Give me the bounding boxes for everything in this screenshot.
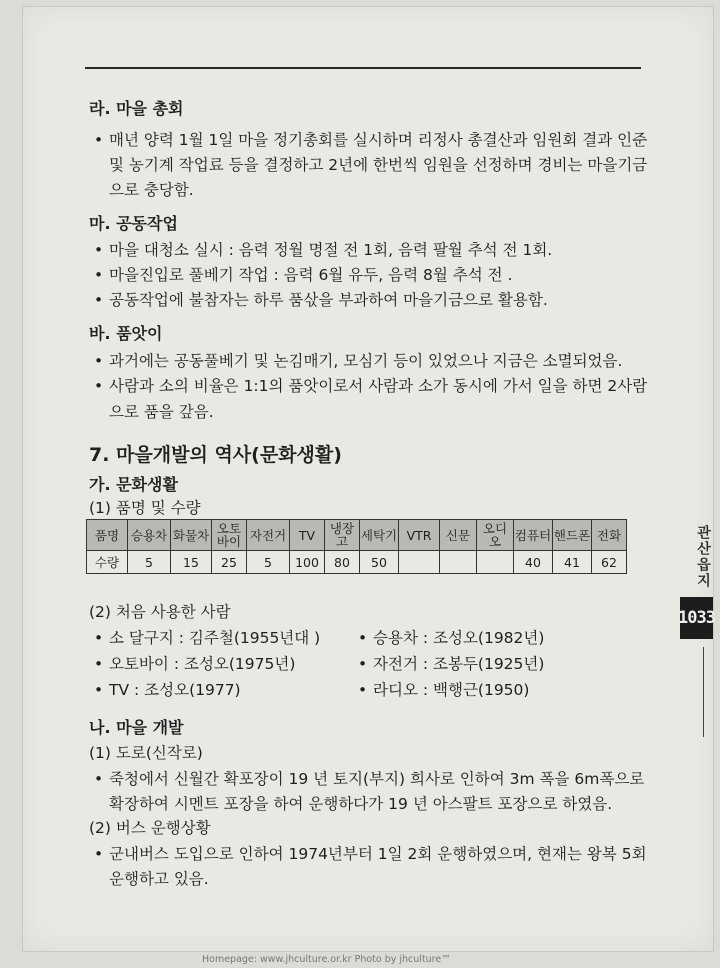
first-user-right-2: • 자전거 : 조봉두(1925년) xyxy=(373,654,544,674)
table-cell: 15 xyxy=(171,551,212,574)
table-cell: 25 xyxy=(212,551,247,574)
section-ma-title: 마. 공동작업 xyxy=(89,214,178,233)
first-user-left-3: • TV : 조성오(1977) xyxy=(109,680,241,700)
table-header-cell: 핸드폰 xyxy=(553,520,592,551)
top-rule xyxy=(85,67,641,69)
table-cell: 100 xyxy=(290,551,325,574)
page-number-tab: 1033 xyxy=(680,597,713,639)
table-header-cell: VTR xyxy=(399,520,440,551)
table-header-row xyxy=(87,520,627,551)
culture-items-table xyxy=(86,519,627,574)
table-cell: 40 xyxy=(514,551,553,574)
first-user-left-2: • 오토바이 : 조성오(1975년) xyxy=(109,654,295,674)
section-ba-title: 바. 품앗이 xyxy=(89,324,163,343)
side-book-title: 관산읍지 xyxy=(695,525,711,589)
section-ma-bullet2: • 마을진입로 풀베기 작업 : 음력 6월 유두, 음력 8월 추석 전 . xyxy=(109,265,512,285)
section7-sub-1: (1) 품명 및 수량 xyxy=(89,499,201,517)
table-header-cell: 오디오 xyxy=(477,520,514,551)
book-page xyxy=(22,6,714,952)
table-header-cell: 신문 xyxy=(440,520,477,551)
table-header-cell: 냉장고 xyxy=(325,520,360,551)
section-ra-title: 라. 마을 총회 xyxy=(89,99,184,118)
table-row xyxy=(87,551,627,574)
road-title: (1) 도로(신작로) xyxy=(89,744,203,762)
table-header-cell: TV xyxy=(290,520,325,551)
table-cell: 50 xyxy=(360,551,399,574)
road-line2: 확장하여 시멘트 포장을 하여 운행하다가 19 년 아스팔트 포장으로 하였음. xyxy=(109,795,613,813)
table-header-cell: 자전거 xyxy=(247,520,290,551)
table-cell xyxy=(399,551,440,574)
table-cell: 5 xyxy=(128,551,171,574)
section-ba-bullet1: • 과거에는 공동풀베기 및 논김매기, 모심기 등이 있었으나 지금은 소멸되었음. xyxy=(109,351,622,371)
road-line1: • 죽청에서 신월간 확포장이 19 년 토지(부지) 희사로 인하여 3m 폭을 6m폭으로 xyxy=(109,769,644,789)
section7-title: 7. 마을개발의 역사(문화생활) xyxy=(89,444,342,466)
table-header-cell: 화물차 xyxy=(171,520,212,551)
table-header-cell: 전화 xyxy=(592,520,627,551)
section-ma-bullet3: • 공동작업에 불참자는 하루 품삯을 부과하여 마을기금으로 활용함. xyxy=(109,290,548,310)
bus-line2: 운행하고 있음. xyxy=(109,870,209,888)
table-cell xyxy=(477,551,514,574)
section-na-title: 나. 마을 개발 xyxy=(89,718,184,737)
table-cell: 41 xyxy=(553,551,592,574)
table-header-cell: 승용차 xyxy=(128,520,171,551)
photo-credit-footer: Homepage: www.jhculture.or.kr Photo by jhculture™ xyxy=(202,954,451,965)
table-cell xyxy=(440,551,477,574)
table-header-cell: 오토 바이 xyxy=(212,520,247,551)
table-row-label: 수량 xyxy=(87,551,128,574)
section-ba-bullet2-line1: • 사람과 소의 비율은 1:1의 품앗이로서 사람과 소가 동시에 가서 일을 하면 2사람 xyxy=(109,376,647,396)
table-cell: 80 xyxy=(325,551,360,574)
first-user-right-3: • 라디오 : 백행근(1950) xyxy=(373,680,529,700)
first-user-right-1: • 승용차 : 조성오(1982년) xyxy=(373,628,544,648)
bus-title: (2) 버스 운행상황 xyxy=(89,819,211,837)
section-ra-bullet1-line2: 및 농기계 작업료 등을 결정하고 2년에 한번씩 임원을 선정하며 경비는 마을기금 xyxy=(109,156,648,174)
section7-sub-ga: 가. 문화생활 xyxy=(89,475,178,494)
bus-line1: • 군내버스 도입으로 인하여 1974년부터 1일 2회 운행하였으며, 현재는 왕복 5회 xyxy=(109,844,647,864)
table-cell: 62 xyxy=(592,551,627,574)
first-users-title: (2) 처음 사용한 사람 xyxy=(89,603,231,621)
section-ra-bullet1-line1: • 매년 양력 1월 1일 마을 정기총회를 실시하며 리정사 총결산과 임원회 결과 인준 xyxy=(109,130,647,150)
table-header-cell: 컴퓨터 xyxy=(514,520,553,551)
first-user-left-1: • 소 달구지 : 김주철(1955년대 ) xyxy=(109,628,320,648)
section-ba-bullet2-line2: 으로 품을 갚음. xyxy=(109,403,214,421)
table-header-cell: 세탁기 xyxy=(360,520,399,551)
section-ra-bullet1-line3: 으로 충당함. xyxy=(109,181,194,199)
table-header-cell: 품명 xyxy=(87,520,128,551)
side-rule xyxy=(703,647,704,737)
table-cell: 5 xyxy=(247,551,290,574)
section-ma-bullet1: • 마을 대청소 실시 : 음력 정월 명절 전 1회, 음력 팔월 추석 전 1회. xyxy=(109,240,552,260)
